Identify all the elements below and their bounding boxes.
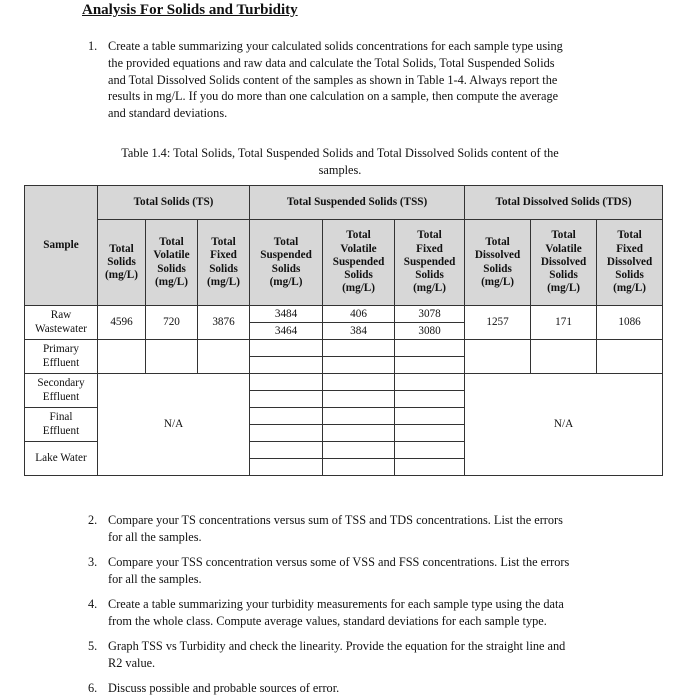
- empty-cell: [323, 391, 395, 408]
- question-line: Compare your TSS concentration versus some of VSS and FSS concentrations. List the errors: [108, 555, 570, 569]
- empty-cell: [250, 442, 323, 459]
- empty-cell: [395, 442, 465, 459]
- empty-cell: [250, 459, 323, 476]
- question-line: Compare your TS concentrations versus sum of TSS and TDS concentrations. List the errors: [108, 513, 563, 527]
- group-header-tds: Total Dissolved Solids (TDS): [465, 186, 663, 220]
- cell-tvss: 406 384: [323, 306, 395, 340]
- empty-cell: [323, 408, 395, 425]
- caption-line: Table 1.4: Total Solids, Total Suspended Solids and Total Dissolved Solids content of the: [121, 146, 559, 160]
- row-label-raw: Raw Wastewater: [25, 306, 98, 340]
- cell-tfs: 3876: [198, 306, 250, 340]
- column-header-tvs: Total Volatile Solids (mg/L): [146, 220, 198, 306]
- table-row: [25, 374, 663, 391]
- na-tds-cell: N/A: [465, 374, 663, 476]
- empty-cell: [323, 340, 395, 357]
- sample-header: Sample: [25, 186, 98, 306]
- column-header-tfs: Total Fixed Solids (mg/L): [198, 220, 250, 306]
- cell-tfds: 1086: [597, 306, 663, 340]
- group-header-tss: Total Suspended Solids (TSS): [250, 186, 465, 220]
- empty-cell: [323, 425, 395, 442]
- table-caption: [70, 145, 610, 178]
- question-line: from the whole class. Compute average values, standard deviations for each sample type.: [108, 613, 547, 628]
- column-header-ts: Total Solids (mg/L): [98, 220, 146, 306]
- question-number: 1.: [88, 39, 98, 53]
- empty-cell: [531, 340, 597, 374]
- empty-cell: [395, 459, 465, 476]
- question-line: for all the samples.: [108, 571, 202, 586]
- empty-cell: [395, 391, 465, 408]
- question-line: and standard deviations.: [108, 106, 228, 121]
- page-title: Analysis For Solids and Turbidity: [82, 2, 298, 18]
- cell-tfss: 3078 3080: [395, 306, 465, 340]
- question-2: [88, 512, 628, 546]
- column-header-tds: Total Dissolved Solids (mg/L): [465, 220, 531, 306]
- question-number: 2.: [88, 513, 98, 527]
- question-line: the provided equations and raw data and calculate the Total Solids, Total Suspended Solids: [108, 55, 555, 70]
- question-line: Create a table summarizing your turbidity measurements for each sample type using the data: [108, 597, 564, 611]
- empty-cell: [395, 357, 465, 374]
- question-line: Graph TSS vs Turbidity and check the linearity. Provide the equation for the straight line and: [108, 639, 566, 653]
- table-row: [25, 340, 663, 357]
- solids-table: [24, 185, 663, 476]
- question-line: R2 value.: [108, 655, 156, 670]
- question-line: and Total Dissolved Solids content of the samples as shown in Table 1-4. Always report the: [108, 72, 558, 87]
- question-line: Create a table summarizing your calculated solids concentrations for each sample type using: [108, 39, 563, 53]
- question-number: 3.: [88, 555, 98, 569]
- question-1: [88, 38, 628, 122]
- empty-cell: [146, 340, 198, 374]
- empty-cell: [323, 357, 395, 374]
- column-header-tfds: Total Fixed Dissolved Solids (mg/L): [597, 220, 663, 306]
- question-5: [88, 638, 628, 672]
- column-header-tss: Total Suspended Solids (mg/L): [250, 220, 323, 306]
- question-line: for all the samples.: [108, 529, 202, 544]
- question-6: [88, 680, 628, 697]
- empty-cell: [395, 408, 465, 425]
- row-label-primary: Primary Effluent: [25, 340, 98, 374]
- empty-cell: [597, 340, 663, 374]
- empty-cell: [395, 340, 465, 357]
- empty-cell: [395, 374, 465, 391]
- na-ts-cell: N/A: [98, 374, 250, 476]
- cell-tss: 3484 3464: [250, 306, 323, 340]
- empty-cell: [323, 374, 395, 391]
- question-4: [88, 596, 628, 630]
- empty-cell: [98, 340, 146, 374]
- empty-cell: [250, 374, 323, 391]
- question-line: Discuss possible and probable sources of error.: [108, 681, 340, 695]
- empty-cell: [465, 340, 531, 374]
- question-line: results in mg/L. If you do more than one calculation on a sample, then compute the average: [108, 89, 559, 104]
- column-header-tvds: Total Volatile Dissolved Solids (mg/L): [531, 220, 597, 306]
- empty-cell: [323, 442, 395, 459]
- empty-cell: [323, 459, 395, 476]
- empty-cell: [250, 340, 323, 357]
- table-row: [25, 306, 663, 340]
- question-number: 5.: [88, 639, 98, 653]
- empty-cell: [395, 425, 465, 442]
- row-label-secondary: Secondary Effluent: [25, 374, 98, 408]
- row-label-lake: Lake Water: [25, 442, 98, 476]
- question-number: 6.: [88, 681, 98, 695]
- row-label-final: Final Effluent: [25, 408, 98, 442]
- question-number: 4.: [88, 597, 98, 611]
- group-header-ts: Total Solids (TS): [98, 186, 250, 220]
- cell-tds: 1257: [465, 306, 531, 340]
- empty-cell: [250, 408, 323, 425]
- cell-tvds: 171: [531, 306, 597, 340]
- cell-tvs: 720: [146, 306, 198, 340]
- question-3: [88, 554, 628, 588]
- empty-cell: [250, 357, 323, 374]
- caption-line: samples.: [318, 162, 362, 177]
- column-header-tvss: Total Volatile Suspended Solids (mg/L): [323, 220, 395, 306]
- empty-cell: [250, 391, 323, 408]
- column-header-tfss: Total Fixed Suspended Solids (mg/L): [395, 220, 465, 306]
- cell-ts: 4596: [98, 306, 146, 340]
- empty-cell: [198, 340, 250, 374]
- empty-cell: [250, 425, 323, 442]
